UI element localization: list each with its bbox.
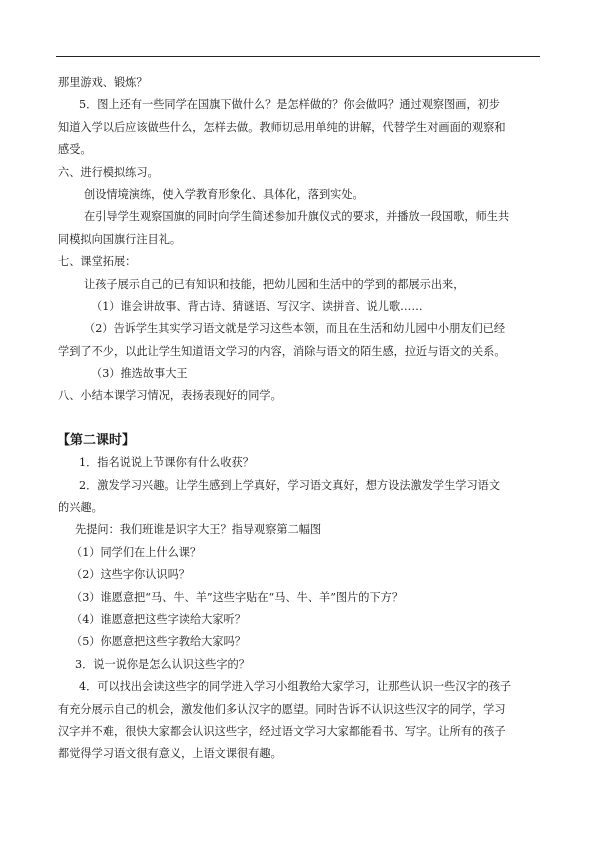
text-line: （4）谁愿意把这些字读给大家听？ bbox=[71, 612, 246, 626]
section-heading: 【第二课时】 bbox=[57, 432, 136, 448]
text-line: 同模拟向国旗行注目礼。 bbox=[58, 232, 182, 246]
text-line: 八、小结本课学习情况，表扬表现好的同学。 bbox=[58, 389, 282, 403]
text-line: 4．可以找出会读这些字的同学进入学习小组教给大家学习，让那些认识一些汉字的孩子 bbox=[79, 680, 512, 694]
text-line: 的兴趣。 bbox=[58, 501, 103, 515]
text-line: 1．指名说说上节课你有什么收获？ bbox=[79, 456, 254, 470]
text-line: 都觉得学习语文很有意义，上语文课很有趣。 bbox=[58, 747, 282, 761]
document-body bbox=[58, 72, 538, 766]
text-line: 先提问：我们班谁是识字大王？指导观察第二幅图 bbox=[75, 523, 322, 537]
text-line: （3）谁愿意把“马、牛、羊”这些字贴在“马、牛、羊”图片的下方？ bbox=[71, 590, 404, 604]
text-line: （3）推选故事大王 bbox=[91, 367, 188, 381]
blank-line bbox=[58, 408, 538, 430]
text-line: 在引导学生观察国旗的同时向学生简述参加升旗仪式的要求，并播放一段国歌，师生共 bbox=[84, 210, 510, 224]
text-line: 5．图上还有一些同学在国旗下做什么？是怎样做的？你会做吗？通过观察图画，初步 bbox=[79, 98, 501, 112]
text-line: 七、课堂拓展： bbox=[58, 255, 137, 269]
text-line: 知道入学以后应该做些什么，怎样去做。教师切忌用单纯的讲解，代替学生对画面的观察和 bbox=[58, 120, 506, 134]
text-line: 六、进行模拟练习。 bbox=[58, 165, 159, 179]
text-line: 那里游戏、锻炼？ bbox=[58, 76, 148, 89]
text-line: （1）同学们在上什么课？ bbox=[71, 545, 202, 559]
text-line: 学到了不少，以此让学生知道语文学习的内容，消除与语文的陌生感，拉近与语文的关系。 bbox=[58, 344, 506, 358]
text-line: 3．说一说你是怎么认识这些字的？ bbox=[75, 657, 250, 671]
text-line: （1）谁会讲故事、背古诗、猜谜语、写汉字、读拼音、说儿歌…… bbox=[91, 299, 423, 313]
text-line: （2）告诉学生其实学习语文就是学习这些本领，而且在生活和幼儿园中小朋友们已经 bbox=[84, 322, 506, 336]
header-rule bbox=[56, 56, 540, 57]
text-line: 创设情境演练，使入学教育形象化、具体化，落到实处。 bbox=[84, 187, 364, 201]
text-line: 感受。 bbox=[58, 143, 92, 157]
text-line: 汉字并不难，很快大家都会认识这些字，经过语文学习大家都能看书、写字。让所有的孩子 bbox=[58, 724, 506, 738]
text-line: 让孩子展示自己的已有知识和技能，把幼儿园和生活中的学到的都展示出来， bbox=[84, 277, 465, 291]
text-line: （5）你愿意把这些字教给大家吗？ bbox=[71, 635, 246, 649]
text-line: 有充分展示自己的机会，激发他们多认汉字的愿望。同时告诉不认识这些汉字的同学，学习 bbox=[58, 702, 506, 716]
text-line: （2）这些字你认识吗？ bbox=[71, 568, 190, 582]
text-line: 2．激发学习兴趣。让学生感到上学真好，学习语文真好，想方设法激发学生学习语文 bbox=[79, 478, 501, 492]
